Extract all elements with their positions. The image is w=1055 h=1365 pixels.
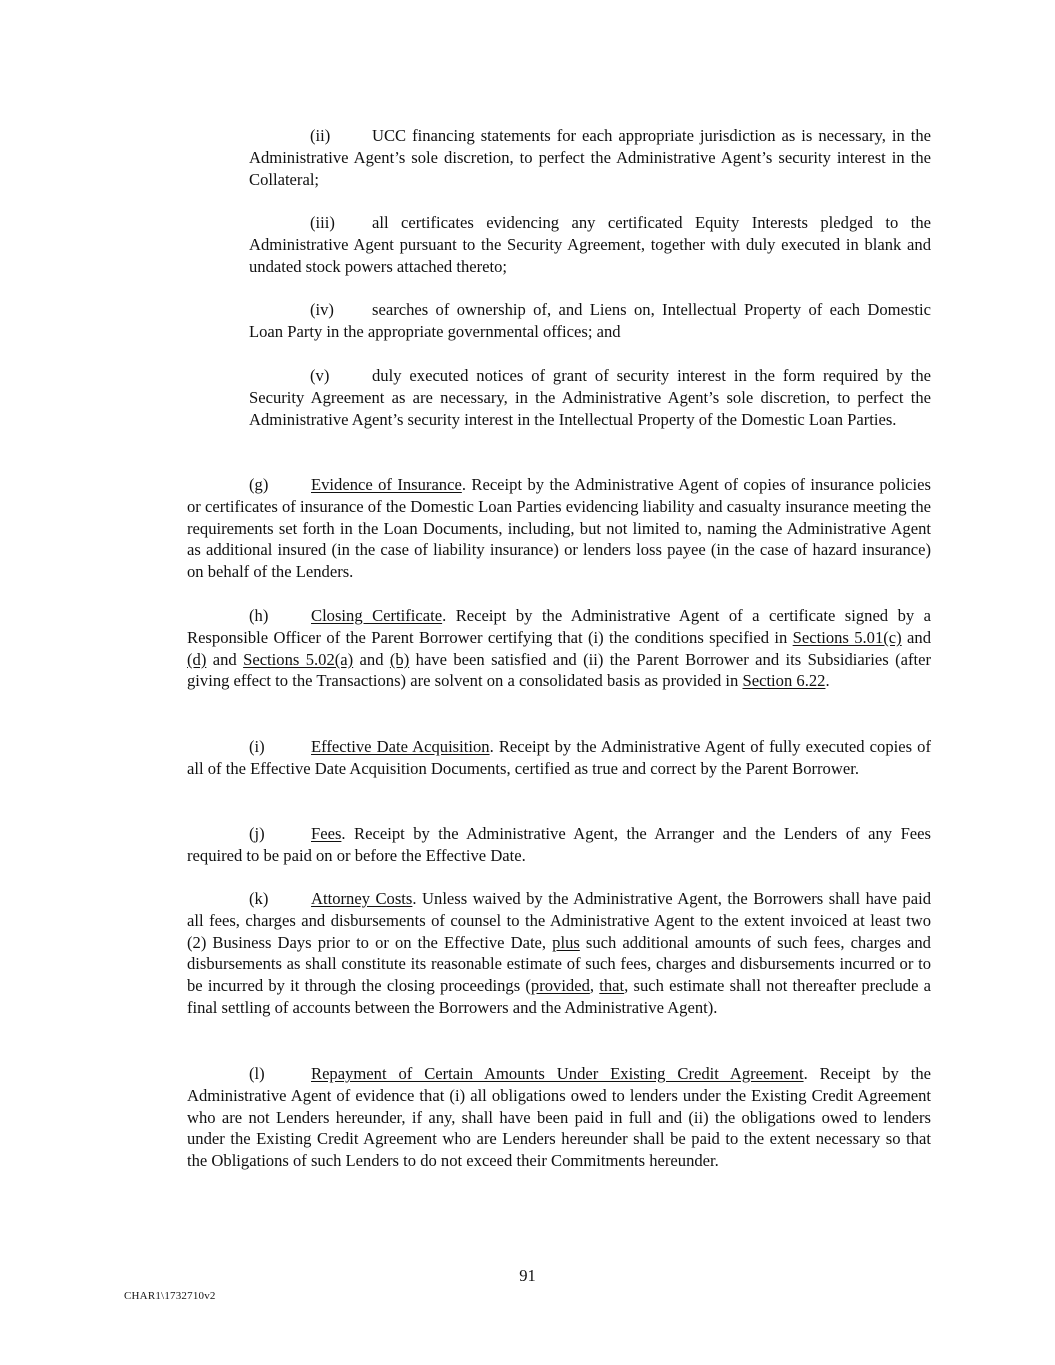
section-g — [187, 474, 931, 583]
section-number: (l) — [249, 1064, 265, 1083]
clause-number: (v) — [310, 366, 330, 385]
clause-number: (iii) — [310, 213, 335, 232]
section-text: have been satisfied and (ii) the Parent Borrower and its Subsidiaries (after giving effect to the Transactions) are solvent on a consolidated basis as provided in — [187, 649, 931, 691]
section-text: . Receipt by the Administrative Agent of copies of insurance policies or certificates of insurance of the Domestic Loan Parties evidencing liability and casualty insurance meeting the requirements set forth in the Loan Documents, including, but not limited to, naming the Administrative Agent as additional insured (in the case of liability insurance) or lenders loss payee (in the case of hazard insurance) on behalf of the Lenders. — [187, 475, 931, 582]
document-id: CHAR1\1732710v2 — [124, 1290, 216, 1302]
section-heading: Effective Date Acquisition — [311, 737, 490, 756]
cross-reference: Sections 5.02(a) — [243, 649, 354, 669]
clause-number: (ii) — [310, 126, 331, 145]
section-text: . Receipt by the Administrative Agent of a certificate signed by a Responsible Officer of the Parent Borrower certifying that (i) the conditions specified in — [187, 606, 931, 647]
section-heading: Evidence of Insurance — [311, 475, 462, 494]
section-number: (g) — [249, 475, 269, 494]
clause-ii — [249, 125, 931, 190]
section-text: , — [589, 976, 600, 996]
section-j — [187, 823, 931, 867]
section-text: . — [825, 671, 830, 691]
page-number: 91 — [519, 1266, 536, 1285]
section-text: . Receipt by the Administrative Agent of fully executed copies of all of the Effective Date Acquisition Documents, certified as true and correct by the Parent Borrower. — [187, 737, 931, 778]
clause-v — [249, 365, 931, 430]
section-text: and — [353, 649, 390, 669]
section-h — [187, 605, 931, 692]
section-k — [187, 888, 931, 1019]
clause-text: all certificates evidencing any certificated Equity Interests pledged to the Administrative Agent pursuant to the Security Agreement, together with duly executed in blank and undated stock powers attached thereto; — [249, 213, 931, 276]
clause-iv — [249, 299, 931, 343]
section-heading: Fees — [311, 824, 342, 843]
clause-text: searches of ownership of, and Liens on, Intellectual Property of each Domestic Loan Party in the appropriate governmental offices; and — [249, 300, 931, 341]
section-text: , such estimate shall not thereafter preclude a final settling of accounts between the Borrowers and the Administrative Agent). — [187, 976, 932, 1017]
section-heading: Repayment of Certain Amounts Under Existing Credit Agreement — [311, 1064, 804, 1083]
section-text: . Receipt by the Administrative Agent of evidence that (i) all obligations owed to lenders under the Existing Credit Agreement who are not Lenders hereunder, if any, shall have been paid in full and (ii) the obligations owed to lenders under the Existing Credit Agreement who are Lenders hereunder shall be paid to the extent necessary so that the Obligations of such Lenders to do not exceed their Commitments hereunder. — [187, 1064, 931, 1171]
clause-text: UCC financing statements for each appropriate jurisdiction as is necessary, in the Administrative Agent’s sole discretion, to perfect the Administrative Agent’s security interest in the Collateral; — [249, 126, 931, 189]
clause-iii — [249, 212, 931, 277]
cross-reference: Section 6.22 — [742, 671, 826, 691]
section-l — [187, 1063, 931, 1172]
section-text: . Unless waived by the Administrative Agent, the Borrowers shall have paid all fees, charges and disbursements of counsel to the Administrative Agent to the extent invoiced at least two (2) Business Days prior to or on the Effective Date, — [187, 889, 932, 952]
section-heading: Attorney Costs — [311, 889, 413, 908]
section-i — [187, 736, 931, 780]
section-text: and — [206, 649, 244, 669]
section-number: (i) — [249, 737, 265, 756]
section-text: . Receipt by the Administrative Agent, the Arranger and the Lenders of any Fees required to be paid on or before the Effective Date. — [187, 824, 931, 865]
clause-number: (iv) — [310, 300, 334, 319]
cross-reference: (d) — [187, 649, 207, 669]
section-heading: Closing Certificate — [311, 606, 443, 625]
section-text: such additional amounts of such fees, charges and disbursements as shall constitute its reasonable estimate of such fees, charges and disbursements incurred or to be incurred by it through the closing proceedings ( — [187, 932, 931, 996]
section-text: and — [901, 627, 931, 647]
emphasis-term: that — [599, 976, 625, 996]
clause-text: duly executed notices of grant of security interest in the form required by the Security Agreement as are necessary, in the Administrative Agent’s sole discretion, to perfect the Administrative Agent’s security interest in the Intellectual Property of the Domestic Loan Parties. — [249, 366, 931, 429]
emphasis-term: plus — [552, 932, 580, 952]
section-number: (k) — [249, 889, 269, 908]
cross-reference: (b) — [389, 649, 410, 669]
section-number: (j) — [249, 824, 265, 843]
section-number: (h) — [249, 606, 269, 625]
emphasis-term: provided — [530, 976, 590, 996]
cross-reference: Sections 5.01(c) — [792, 627, 902, 647]
